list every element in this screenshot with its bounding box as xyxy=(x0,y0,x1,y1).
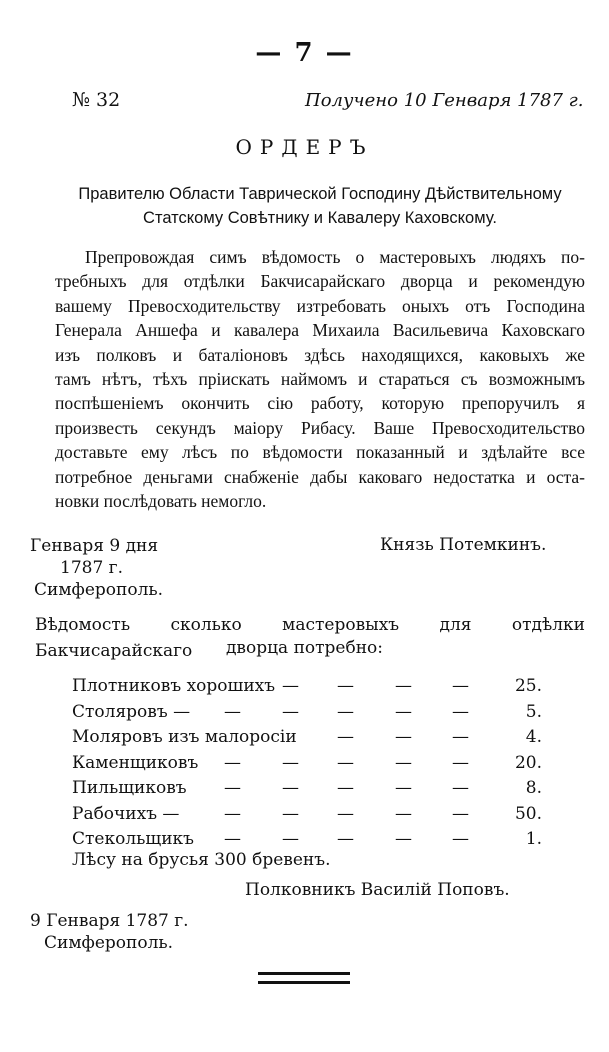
worker-quantity: 1. xyxy=(525,829,542,849)
leader-dash: — xyxy=(224,803,241,824)
body-line: вашему Превосходительству изтребовать оныхъ отъ Господина xyxy=(55,295,585,316)
leader-dash: — xyxy=(282,778,299,798)
worker-quantity: 25. xyxy=(514,676,542,696)
vedomost-title-continued: дворца потребно: xyxy=(225,638,384,658)
leader-dash: — xyxy=(337,829,354,849)
order-body xyxy=(55,245,585,513)
worker-type: Каменщиковъ xyxy=(72,752,199,773)
leader-dash: — xyxy=(337,778,354,798)
leader-dash: — xyxy=(395,778,412,798)
leader-dash: — xyxy=(224,701,241,722)
worker-type: Столяровъ — xyxy=(72,701,191,722)
worker-quantity: 4. xyxy=(525,727,542,747)
leader-dash: — xyxy=(452,778,469,798)
leader-dash: — xyxy=(224,829,241,849)
leader-dash: — xyxy=(282,701,299,722)
leader-dash: — xyxy=(452,803,469,824)
leader-dash: — xyxy=(224,752,241,773)
worker-type: Моляровъ изъ малоросіи xyxy=(72,727,297,747)
timber-total: Лѣсу на брусья 300 бревенъ. xyxy=(72,850,331,870)
signature: Князь Потемкинъ. xyxy=(380,535,547,555)
worker-type: Рабочихъ — xyxy=(72,803,180,824)
body-line: потребное деньгами снабженіе дабы каковаго недостатка и оста- xyxy=(55,466,585,487)
body-line: Препровождая симъ вѣдомость о мастеровыхъ людяхъ по- xyxy=(85,247,585,267)
received-date: Получено 10 Генваря 1787 г. xyxy=(305,90,584,111)
leader-dash: — xyxy=(337,727,354,747)
leader-dash: — xyxy=(395,701,412,722)
leader-dash: — xyxy=(282,803,299,824)
leader-dash: — xyxy=(395,752,412,773)
document-title: ОРДЕРЪ xyxy=(235,135,374,159)
leader-dash: — xyxy=(224,778,241,798)
place-date-2 xyxy=(30,910,189,954)
body-line: требныхъ для отдѣлки Бакчисарайскаго дворца и рекомендую xyxy=(55,271,585,292)
body-line: произвесть секундъ маіору Рибасу. Ваше Превосходительство xyxy=(55,417,585,438)
leader-dash: — xyxy=(395,727,412,747)
leader-dash: — xyxy=(337,803,354,824)
vedomost-title: Вѣдомость сколько мастеровыхъ для отдѣлки Бакчисарайскаго xyxy=(35,615,585,661)
workers-table xyxy=(72,676,542,855)
table-row xyxy=(72,804,542,830)
leader-dash: — xyxy=(395,676,412,696)
leader-dash: — xyxy=(395,829,412,849)
table-row xyxy=(72,676,542,702)
leader-dash: — xyxy=(337,701,354,722)
body-line: поспѣшеніемъ окончить сію работу, которую препоручилъ я xyxy=(55,393,585,414)
table-row xyxy=(72,727,542,753)
worker-quantity: 50. xyxy=(514,803,542,824)
body-line: изъ полковъ и баталіоновъ здѣсь находящихся, каковыхъ же xyxy=(55,344,585,365)
leader-dash: — xyxy=(337,752,354,773)
leader-dash: — xyxy=(452,752,469,773)
place-date-line: Симферополь. xyxy=(34,580,164,600)
body-line: тамъ нѣтъ, тѣхъ пріискать наймомъ и стараться съ возможнымъ xyxy=(55,368,585,389)
table-row xyxy=(72,753,542,779)
leader-dash: — xyxy=(452,701,469,722)
leader-dash: — xyxy=(395,803,412,824)
leader-dash: — xyxy=(282,752,299,773)
addressee-line: Статскому Совѣтнику и Кавалеру Каховскому. xyxy=(143,209,497,227)
worker-quantity: 8. xyxy=(525,778,542,798)
divider-rule xyxy=(258,981,350,984)
leader-dash: — xyxy=(452,727,469,747)
worker-type: Пильщиковъ xyxy=(72,778,187,798)
place-date-2-line: 9 Генваря 1787 г. xyxy=(30,911,189,931)
place-date-line: 1787 г. xyxy=(60,558,123,578)
worker-type: Плотниковъ хорошихъ xyxy=(72,676,276,696)
place-date-line: Генваря 9 дня xyxy=(30,536,159,556)
worker-quantity: 5. xyxy=(525,701,542,722)
colonel-signature: Полковникъ Василій Поповъ. xyxy=(245,880,510,900)
worker-quantity: 20. xyxy=(514,752,542,773)
document-number: № 32 xyxy=(72,89,121,111)
leader-dash: — xyxy=(452,829,469,849)
addressee xyxy=(55,182,585,230)
table-row xyxy=(72,702,542,728)
page-number: — 7 — xyxy=(255,38,354,68)
leader-dash: — xyxy=(282,829,299,849)
leader-dash: — xyxy=(337,676,354,696)
divider-rule xyxy=(258,972,350,975)
body-line: новки послѣдовать немогло. xyxy=(55,490,267,511)
place-date-2-line: Симферополь. xyxy=(44,933,174,953)
addressee-line: Правителю Области Таврической Господину Дѣйствительному xyxy=(78,185,562,203)
table-row xyxy=(72,778,542,804)
body-line: доставьте ему лѣсъ по вѣдомости показанный и здѣлайте все xyxy=(55,442,585,463)
body-line: Генерала Аншефа и кавалера Михаила Васильевича Каховскаго xyxy=(55,320,585,341)
place-date xyxy=(30,535,163,601)
leader-dash: — xyxy=(452,676,469,696)
worker-type: Стекольщикъ xyxy=(72,829,194,849)
leader-dash: — xyxy=(282,676,299,696)
